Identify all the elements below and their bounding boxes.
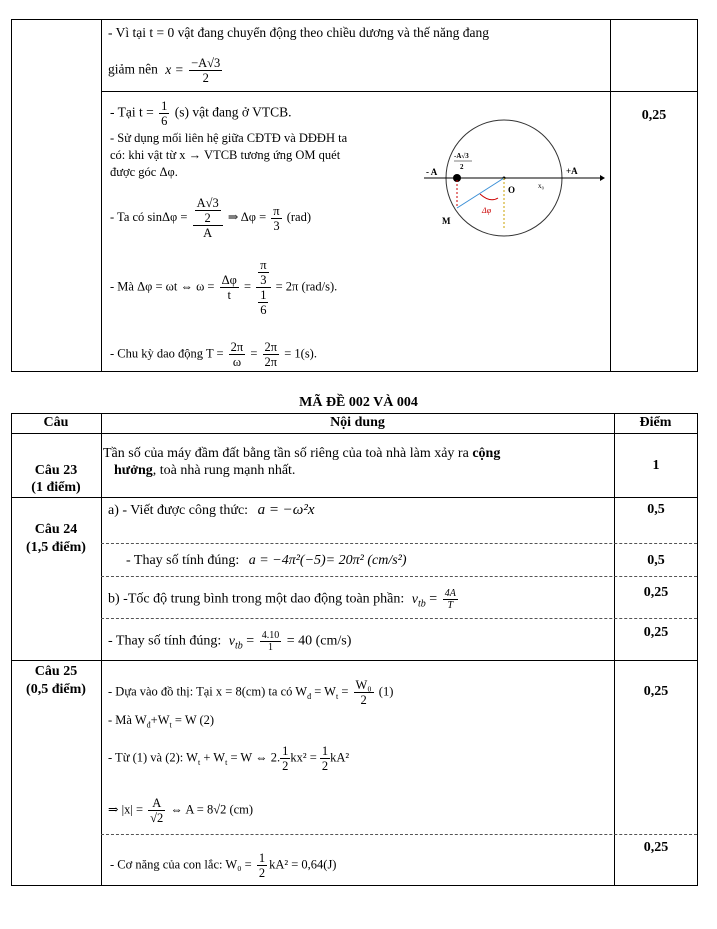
- q24-a1: a) - Viết được công thức: a = −ω²x: [108, 502, 315, 518]
- q24-b2: - Thay số tính đúng: $v_{tb}$ = $\frac{4.10}{1}$ = 40 (cm/s): [108, 630, 352, 653]
- q25-points: (0,5 điểm): [26, 682, 86, 697]
- label-pos-a: +A: [566, 166, 578, 176]
- q23-points: (1 điểm): [31, 480, 81, 495]
- period-formula: - Chu kỳ dao động T = $\frac{2\pi}{\omega}$ = $\frac{2\pi}{2\pi}$ = 1(s).: [110, 340, 317, 369]
- q23-score: 1: [652, 458, 660, 473]
- q25-line-1: - Dựa vào đồ thị: Tại x = 8(cm) ta có $W_đ = W_t$ = $\frac{\text{W₀}}{2}$ (1): [108, 678, 394, 707]
- q24-points: (1,5 điểm): [26, 540, 86, 555]
- q25-score-1: 0,25: [643, 684, 669, 699]
- q25-line-4: ⇒ |x| = $\frac{A}{√2}$ ⇔ A = 8√2 (cm): [108, 796, 254, 825]
- q23-text-1: Tần số của máy đầm đất bằng tần số riêng của toà nhà làm xảy ra cộng: [103, 446, 501, 461]
- q24-b1-score: 0,25: [643, 585, 669, 600]
- header-cau: Câu: [43, 415, 69, 430]
- section-title: MÃ ĐỀ 002 VÀ 004: [299, 395, 418, 410]
- top-line-2: giảm nên x = $\frac{-A√3}{2}$: [108, 56, 221, 85]
- q24-a2: - Thay số tính đúng: a = −4π²(−5)= 20π² (cm/s²): [126, 553, 407, 568]
- q25-line-2: - Mà $W_đ+W_t = W$ (2): [108, 713, 215, 730]
- header-noi-dung: Nội dung: [330, 415, 385, 430]
- q25-score-2: 0,25: [643, 840, 669, 855]
- circle-diagram: [420, 118, 605, 240]
- q25-line-5: - Cơ năng của con lắc: W₀ = $\frac{1}{2}$ kA² = 0,64(J): [110, 851, 337, 880]
- label-dphi: Δφ: [482, 206, 492, 215]
- top-t-line: - Tại t = $\frac{1}{6}$ (s) vật đang ở VTCB.: [110, 99, 292, 128]
- q24-a1-score: 0,5: [647, 502, 665, 517]
- q23-label: Câu 23: [34, 463, 78, 478]
- label-neg-a-sqrt: -A√3: [454, 152, 469, 160]
- label-m: M: [442, 216, 451, 226]
- q24-b2-score: 0,25: [643, 625, 669, 640]
- angle-arc: [480, 194, 498, 200]
- q23-text-2: hưởng, toà nhà rung mạnh nhất.: [114, 463, 296, 478]
- sin-formula: - Ta có sinΔφ = $\frac{\frac{A√3}{2}}{A}$ ⇒ Δφ = $\frac{\pi}{3}$ (rad): [110, 196, 312, 240]
- q25-label: Câu 25: [34, 664, 78, 679]
- q25-line-3: - Từ (1) và (2): $W_t + W_t = W$ ⇔ 2. $\frac{1}{2}$ kx² = $\frac{1}{2}$ kA²: [108, 744, 350, 773]
- q24-b1: b) -Tốc độ trung bình trong một dao động toàn phần: $v_{tb}$ = $\frac{4A}{T}$: [108, 588, 456, 611]
- label-o: O: [508, 185, 516, 195]
- label-x0: x₀: [538, 182, 544, 190]
- relation-line-1: - Sử dụng mối liên hệ giữa CĐTĐ và DĐĐH ta: [110, 131, 348, 145]
- relation-line-2: có: khi vật từ x → VTCB tương ứng OM quét: [110, 148, 341, 162]
- top-score: 0,25: [641, 108, 667, 123]
- radius-om: [457, 178, 504, 208]
- label-neg-a-sqrt-den: 2: [460, 163, 464, 171]
- top-line-1: - Vì tại t = 0 vật đang chuyển động theo chiều dương và thế năng đang: [108, 25, 489, 40]
- q24-a2-score: 0,5: [647, 553, 665, 568]
- header-diem: Điểm: [639, 415, 672, 430]
- q24-label: Câu 24: [34, 522, 78, 537]
- omega-formula: - Mà Δφ = ωt ⇔ ω = $\frac{\Delta\varphi}{t}$ = $\frac{\frac{\pi}{3}}{\frac{1}{6}}$ = 2π (rad/s).: [110, 258, 338, 317]
- label-neg-a: - A: [426, 167, 438, 177]
- relation-line-3: được góc Δφ.: [110, 165, 178, 179]
- axis-arrow: [600, 175, 605, 181]
